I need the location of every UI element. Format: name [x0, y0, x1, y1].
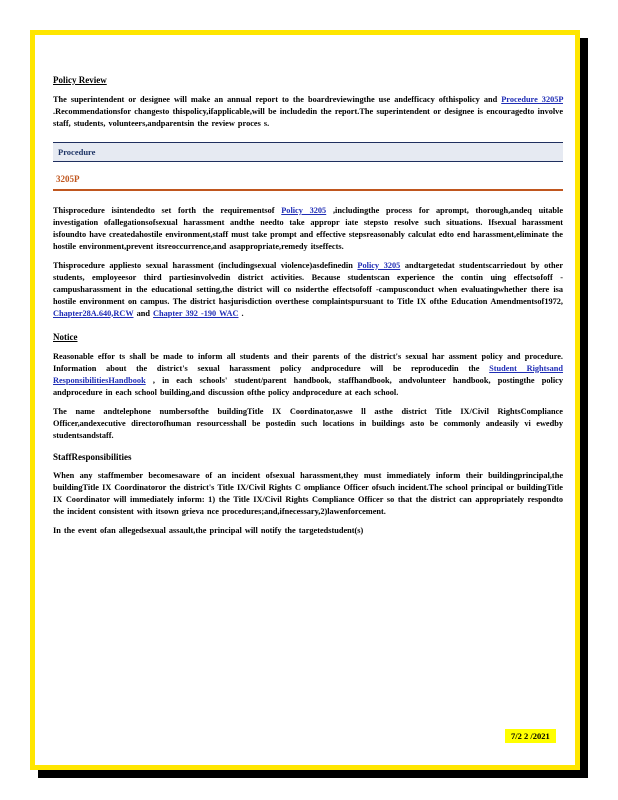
intro-paragraph-1 — [53, 205, 563, 253]
staff-responsibilities-heading: StaffResponsibilities — [53, 451, 132, 462]
paragraph-text: Thisprocedure isintendedto set forth the requirementsof — [53, 205, 282, 215]
policy-review-paragraph — [53, 94, 563, 130]
staff-paragraph-2: In the event ofan allegedsexual assault,the principal will notify the targetedstudent(s) — [53, 525, 364, 535]
paragraph-text: Reasonable effor ts shall be made to inform all students and their parents of the district's sexual har assment policy and procedure. Information about the district's sexual harassment policy andprocedure will be reproducedin the — [53, 351, 563, 373]
procedure-section-bar — [53, 142, 563, 162]
document-page — [30, 30, 580, 770]
policy-review-heading: Policy Review — [53, 75, 107, 85]
notice-heading: Notice — [53, 331, 78, 342]
paragraph-text: and — [133, 308, 154, 318]
revision-date-badge: 7/2 2 /2021 — [505, 729, 556, 743]
reference-link[interactable]: Student Rightsand ResponsibilitiesHandbook — [53, 363, 564, 385]
paragraph-text: ,includingthe process for aprompt, thorough,andeq uitable investigation ofallegationsofsexual harassment andthe needto take appropr iate stepsto resolve such situations. Ifsexual harassment isfoundto have createdahostile environment,staff must take prompt and effective stepsreasonably calculat edto end harassment,eliminate the hostile environment,prevent itsreoccurrence,and asappropriate,remedy itseffects. — [53, 205, 564, 251]
notice-paragraph-1 — [53, 351, 563, 399]
paragraph-text: , in each schools' student/parent handbook, staffhandbook, andvolunteer handbook, postingthe policy andprocedure in each school building,and discussion ofthe policy andprocedure at each school. — [53, 375, 563, 397]
reference-link[interactable]: Chapter 392 -190 WAC — [153, 308, 239, 318]
paragraph-text: andtargetedat studentscarriedout by other students, employeesor third partiesinvolvedin district activities. Because studentscan experience the contin uing effectsofoff -campusharassment in the educational setting,the district will co nsiderthe effectsofoff -campusconduct when evaluatingwhether there isa hostile environment on campus. The district hasjurisdiction overthese complaintspursuant to Title IX ofthe Education Amendmentsof1972, — [53, 260, 564, 306]
reference-link[interactable]: Chapter28A.640,RCW — [53, 308, 134, 318]
notice-paragraph-2: The name andtelephone numbersofthe buildingTitle IX Coordinator,aswe ll asthe district Title IX/Civil RightsCompliance Officer,andexecutive directorofhuman resourcesshall be postedin such locations in buildings asto be commonly andeasily vi ewedby studentsandstaff. — [53, 406, 563, 440]
procedure-label: Procedure — [58, 147, 96, 157]
reference-link[interactable]: Policy 3205 — [357, 260, 401, 270]
staff-paragraph-1: When any staffmember becomesaware of an incident ofsexual harassment,they must immediately inform their buildingprincipal,the buildingTitle IX Coordinatoror the district's Title IX/Civil Rights C ompliance Officer ofsuch incident.The school principal or buildingTitle IX Coordinator will immediately inform: 1) the Title IX/Civil Rights Compliance Officer so that the district can appropriately respondto the incident consistent with itsown grieva nce procedures;and,ifnecessary,2)lawenforcement. — [53, 470, 563, 516]
reference-link[interactable]: Procedure 3205P — [501, 95, 563, 104]
document-body — [53, 75, 563, 544]
procedure-divider — [53, 189, 563, 191]
paragraph-text: Thisprocedure appliesto sexual harassment (includingsexual violence)asdefinedin — [53, 260, 358, 270]
reference-link[interactable]: Policy 3205 — [281, 205, 327, 215]
procedure-number: 3205P — [56, 174, 80, 184]
paragraph-text: .Recommendationsfor changesto thispolicy,ifapplicable,will be includedin the report.The superintendent or designee is encouragedto involve staff, students, volunteers,andparentsin the review proces s. — [53, 107, 563, 128]
paragraph-text: . — [238, 308, 244, 318]
intro-paragraph-2 — [53, 260, 563, 320]
paragraph-text: The superintendent or designee will make an annual report to the boardreviewingthe use andefficacy ofthispolicy and — [53, 95, 502, 104]
